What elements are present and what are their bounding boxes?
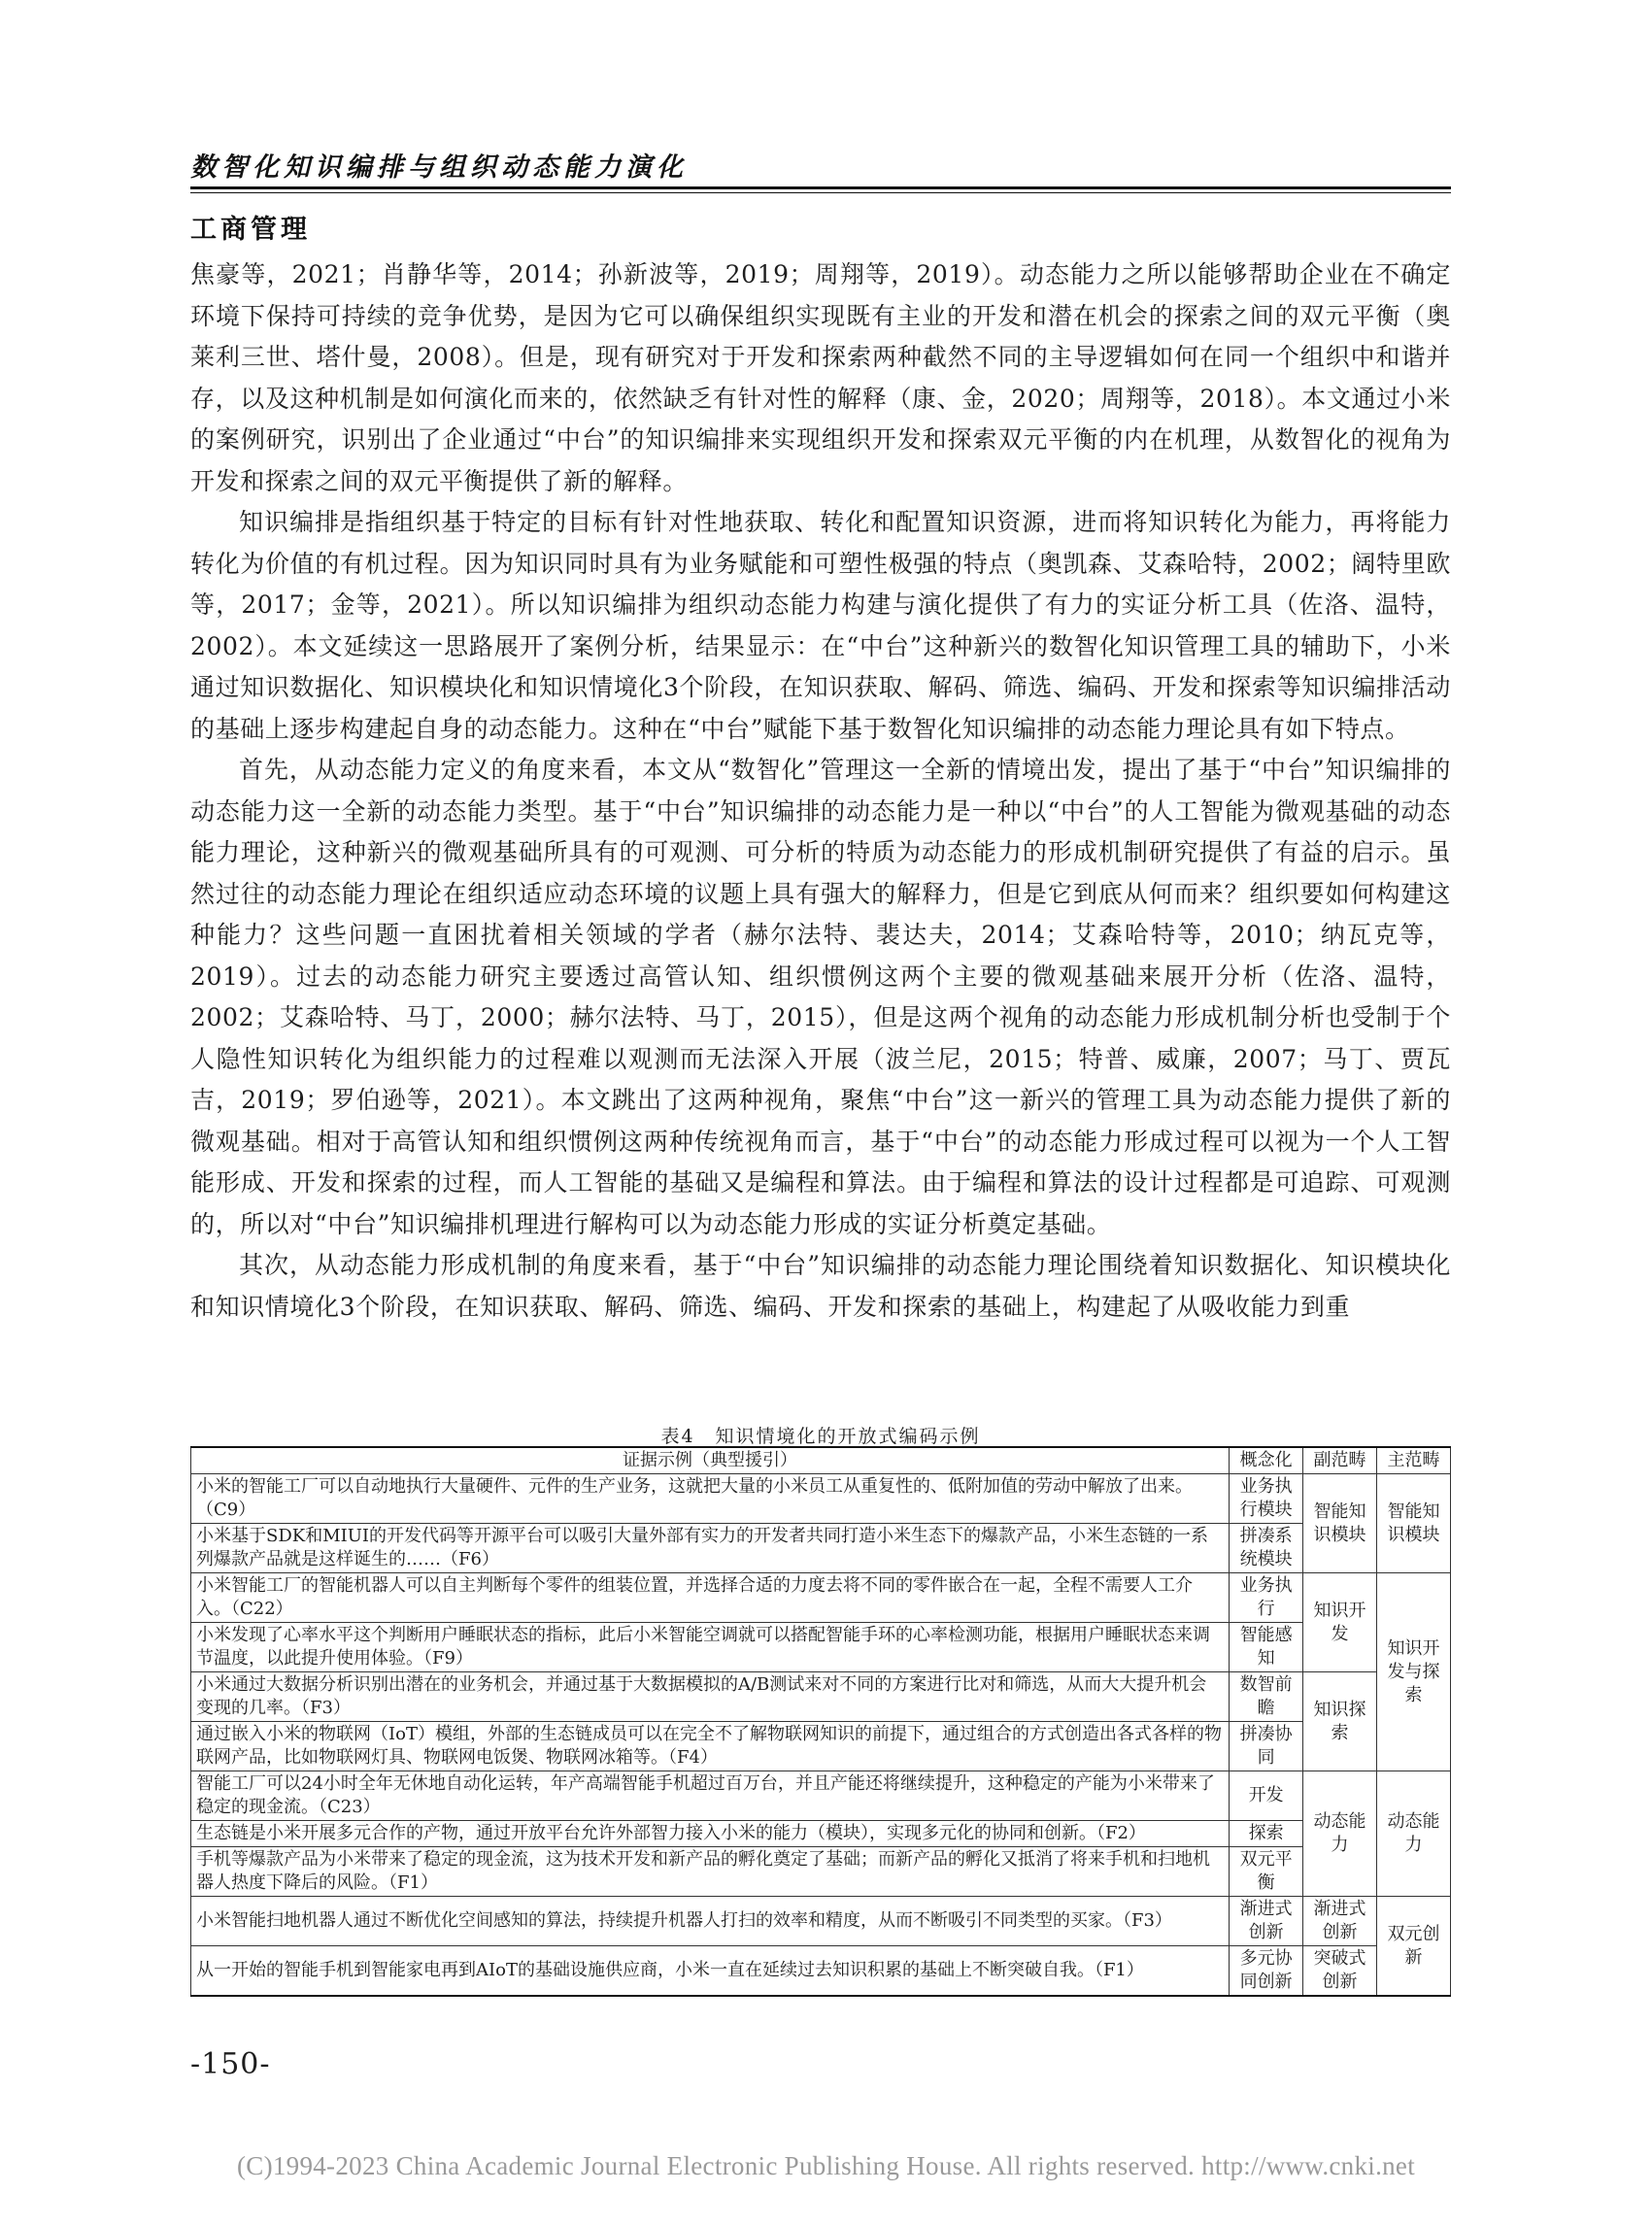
paragraph: 首先，从动态能力定义的角度来看，本文从“数智化”管理这一全新的情境出发，提出了基于“中台”知识编排的动态能力这一全新的动态能力类型。基于“中台”知识编排的动态能力是一种以“中台”的人工智能为微观基础的动态能力理论，这种新兴的微观基础所具有的可观测、可分析的特质为动态能力的形成机制研究提供了有益的启示。虽然过往的动态能力理论在组织适应动态环境的议题上具有强大的解释力，但是它到底从何而来？组织要如何构建这种能力？这些问题一直困扰着相关领域的学者（赫尔法特、裴达夫，2014；艾森哈特等，2010；纳瓦克等，2019）。过去的动态能力研究主要透过高管认知、组织惯例这两个主要的微观基础来展开分析（佐洛、温特，2002；艾森哈特、马丁，2000；赫尔法特、马丁，2015），但是这两个视角的动态能力形成机制分析也受制于个人隐性知识转化为组织能力的过程难以观测而无法深入开展（波兰尼，2015；特普、威廉，2007；马丁、贾瓦吉，2019；罗伯逊等，2021）。本文跳出了这两种视角，聚焦“中台”这一新兴的管理工具为动态能力提供了新的微观基础。相对于高管认知和组织惯例这两种传统视角而言，基于“中台”的动态能力形成过程可以视为一个人工智能形成、开发和探索的过程，而人工智能的基础又是编程和算法。由于编程和算法的设计过程都是可追踪、可观测的，所以对“中台”知识编排机理进行解构可以为动态能力形成的实证分析奠定基础。: [190, 756, 1451, 1238]
main-category-cell: 知识开发与探索: [1377, 1573, 1451, 1771]
section-label: 工商管理: [190, 215, 311, 245]
evidence-cell: 从一开始的智能手机到智能家电再到AIoT的基础设施供应商，小米一直在延续过去知识积累的基础上不断突破自我。（F1）: [191, 1946, 1230, 1997]
header-main-category: 主范畴: [1377, 1447, 1451, 1474]
concept-cell: 拼凑协同: [1230, 1722, 1303, 1771]
evidence-cell: 小米智能工厂的智能机器人可以自主判断每个零件的组装位置，并选择合适的力度去将不同的零件嵌合在一起，全程不需要人工介入。（C22）: [191, 1573, 1230, 1623]
concept-cell: 拼凑系统模块: [1230, 1524, 1303, 1573]
evidence-cell: 通过嵌入小米的物联网（IoT）模组，外部的生态链成员可以在完全不了解物联网知识的前提下，通过组合的方式创造出各式各样的物联网产品，比如物联网灯具、物联网电饭煲、物联网冰箱等。（F4）: [191, 1722, 1230, 1771]
paragraph: 焦豪等，2021；肖静华等，2014；孙新波等，2019；周翔等，2019）。动态能力之所以能够帮助企业在不确定环境下保持可持续的竞争优势，是因为它可以确保组织实现既有主业的开发和潜在机会的探索之间的双元平衡（奥莱利三世、塔什曼，2008）。但是，现有研究对于开发和探索两种截然不同的主导逻辑如何在同一个组织中和谐并存，以及这种机制是如何演化而来的，依然缺乏有针对性的解释（康、金，2020；周翔等，2018）。本文通过小米的案例研究，识别出了企业通过“中台”的知识编排来实现组织开发和探索双元平衡的内在机理，从数智化的视角为开发和探索之间的双元平衡提供了新的解释。: [190, 260, 1451, 495]
table-row: [191, 1946, 1451, 1997]
sub-category-cell: 知识探索: [1303, 1672, 1377, 1771]
table-row: [191, 1771, 1451, 1821]
concept-cell: 业务执行模块: [1230, 1474, 1303, 1524]
evidence-cell: 生态链是小米开展多元合作的产物，通过开放平台允许外部智力接入小米的能力（模块），实现多元化的协同和创新。（F2）: [191, 1821, 1230, 1847]
evidence-cell: 小米智能扫地机器人通过不断优化空间感知的算法，持续提升机器人打扫的效率和精度，从而不断吸引不同类型的买家。（F3）: [191, 1897, 1230, 1946]
table-row: [191, 1847, 1451, 1897]
concept-cell: 多元协同创新: [1230, 1946, 1303, 1997]
sub-category-cell: 智能知识模块: [1303, 1474, 1377, 1573]
header-concept: 概念化: [1230, 1447, 1303, 1474]
evidence-cell: 小米的智能工厂可以自动地执行大量硬件、元件的生产业务，这就把大量的小米员工从重复性的、低附加值的劳动中解放了出来。（C9）: [191, 1474, 1230, 1524]
header-rule: [190, 186, 1451, 189]
header-sub-category: 副范畴: [1303, 1447, 1377, 1474]
concept-cell: 智能感知: [1230, 1623, 1303, 1672]
paragraph: 知识编排是指组织基于特定的目标有针对性地获取、转化和配置知识资源，进而将知识转化为能力，再将能力转化为价值的有机过程。因为知识同时具有为业务赋能和可塑性极强的特点（奥凯森、艾森哈特，2002；阔特里欧等，2017；金等，2021）。所以知识编排为组织动态能力构建与演化提供了有力的实证分析工具（佐洛、温特，2002）。本文延续这一思路展开了案例分析，结果显示：在“中台”这种新兴的数智化知识管理工具的辅助下，小米通过知识数据化、知识模块化和知识情境化3个阶段，在知识获取、解码、筛选、编码、开发和探索等知识编排活动的基础上逐步构建起自身的动态能力。这种在“中台”赋能下基于数智化知识编排的动态能力理论具有如下特点。: [190, 508, 1451, 743]
sub-category-cell: 知识开发: [1303, 1573, 1377, 1672]
table-row: [191, 1722, 1451, 1771]
paragraph: 其次，从动态能力形成机制的角度来看，基于“中台”知识编排的动态能力理论围绕着知识数据化、知识模块化和知识情境化3个阶段，在知识获取、解码、筛选、编码、开发和探索的基础上，构建起了从吸收能力到重: [190, 1251, 1451, 1321]
concept-cell: 数智前瞻: [1230, 1672, 1303, 1722]
table-row: [191, 1474, 1451, 1524]
table-caption: 表4 知识情境化的开放式编码示例: [660, 1426, 981, 1447]
evidence-cell: 小米基于SDK和MIUI的开发代码等开源平台可以吸引大量外部有实力的开发者共同打造小米生态下的爆款产品，小米生态链的一系列爆款产品就是这样诞生的……（F6）: [191, 1524, 1230, 1573]
header-rule-thin: [190, 192, 1451, 193]
table-row: [191, 1623, 1451, 1672]
sub-category-cell: 突破式创新: [1303, 1946, 1377, 1997]
running-header-title: 数智化知识编排与组织动态能力演化: [190, 152, 688, 183]
header-evidence: 证据示例（典型援引）: [191, 1447, 1230, 1474]
evidence-cell: 小米发现了心率水平这个判断用户睡眠状态的指标，此后小米智能空调就可以搭配智能手环的心率检测功能，根据用户睡眠状态来调节温度，以此提升使用体验。（F9）: [191, 1623, 1230, 1672]
body-text: [190, 254, 1451, 1328]
main-category-cell: 双元创新: [1377, 1897, 1451, 1997]
copyright-notice: (C)1994-2023 China Academic Journal Electronic Publishing House. All rights reserved. http://www.cnki.net: [236, 2151, 1416, 2180]
concept-cell: 开发: [1230, 1771, 1303, 1821]
page-number: -150-: [190, 2047, 271, 2081]
table-header-row: [191, 1447, 1451, 1474]
table-row: [191, 1573, 1451, 1623]
table-row: [191, 1897, 1451, 1946]
table-row: [191, 1672, 1451, 1722]
table-row: [191, 1821, 1451, 1847]
evidence-cell: 手机等爆款产品为小米带来了稳定的现金流，这为技术开发和新产品的孵化奠定了基础；而新产品的孵化又抵消了将来手机和扫地机器人热度下降后的风险。（F1）: [191, 1847, 1230, 1897]
concept-cell: 双元平衡: [1230, 1847, 1303, 1897]
concept-cell: 渐进式创新: [1230, 1897, 1303, 1946]
concept-cell: 业务执行: [1230, 1573, 1303, 1623]
table-row: [191, 1524, 1451, 1573]
main-category-cell: 智能知识模块: [1377, 1474, 1451, 1573]
concept-cell: 探索: [1230, 1821, 1303, 1847]
coding-table: [190, 1446, 1451, 1997]
sub-category-cell: 动态能力: [1303, 1771, 1377, 1897]
sub-category-cell: 渐进式创新: [1303, 1897, 1377, 1946]
evidence-cell: 小米通过大数据分析识别出潜在的业务机会，并通过基于大数据模拟的A/B测试来对不同的方案进行比对和筛选，从而大大提升机会变现的几率。（F3）: [191, 1672, 1230, 1722]
evidence-cell: 智能工厂可以24小时全年无休地自动化运转，年产高端智能手机超过百万台，并且产能还将继续提升，这种稳定的产能为小米带来了稳定的现金流。（C23）: [191, 1771, 1230, 1821]
main-category-cell: 动态能力: [1377, 1771, 1451, 1897]
